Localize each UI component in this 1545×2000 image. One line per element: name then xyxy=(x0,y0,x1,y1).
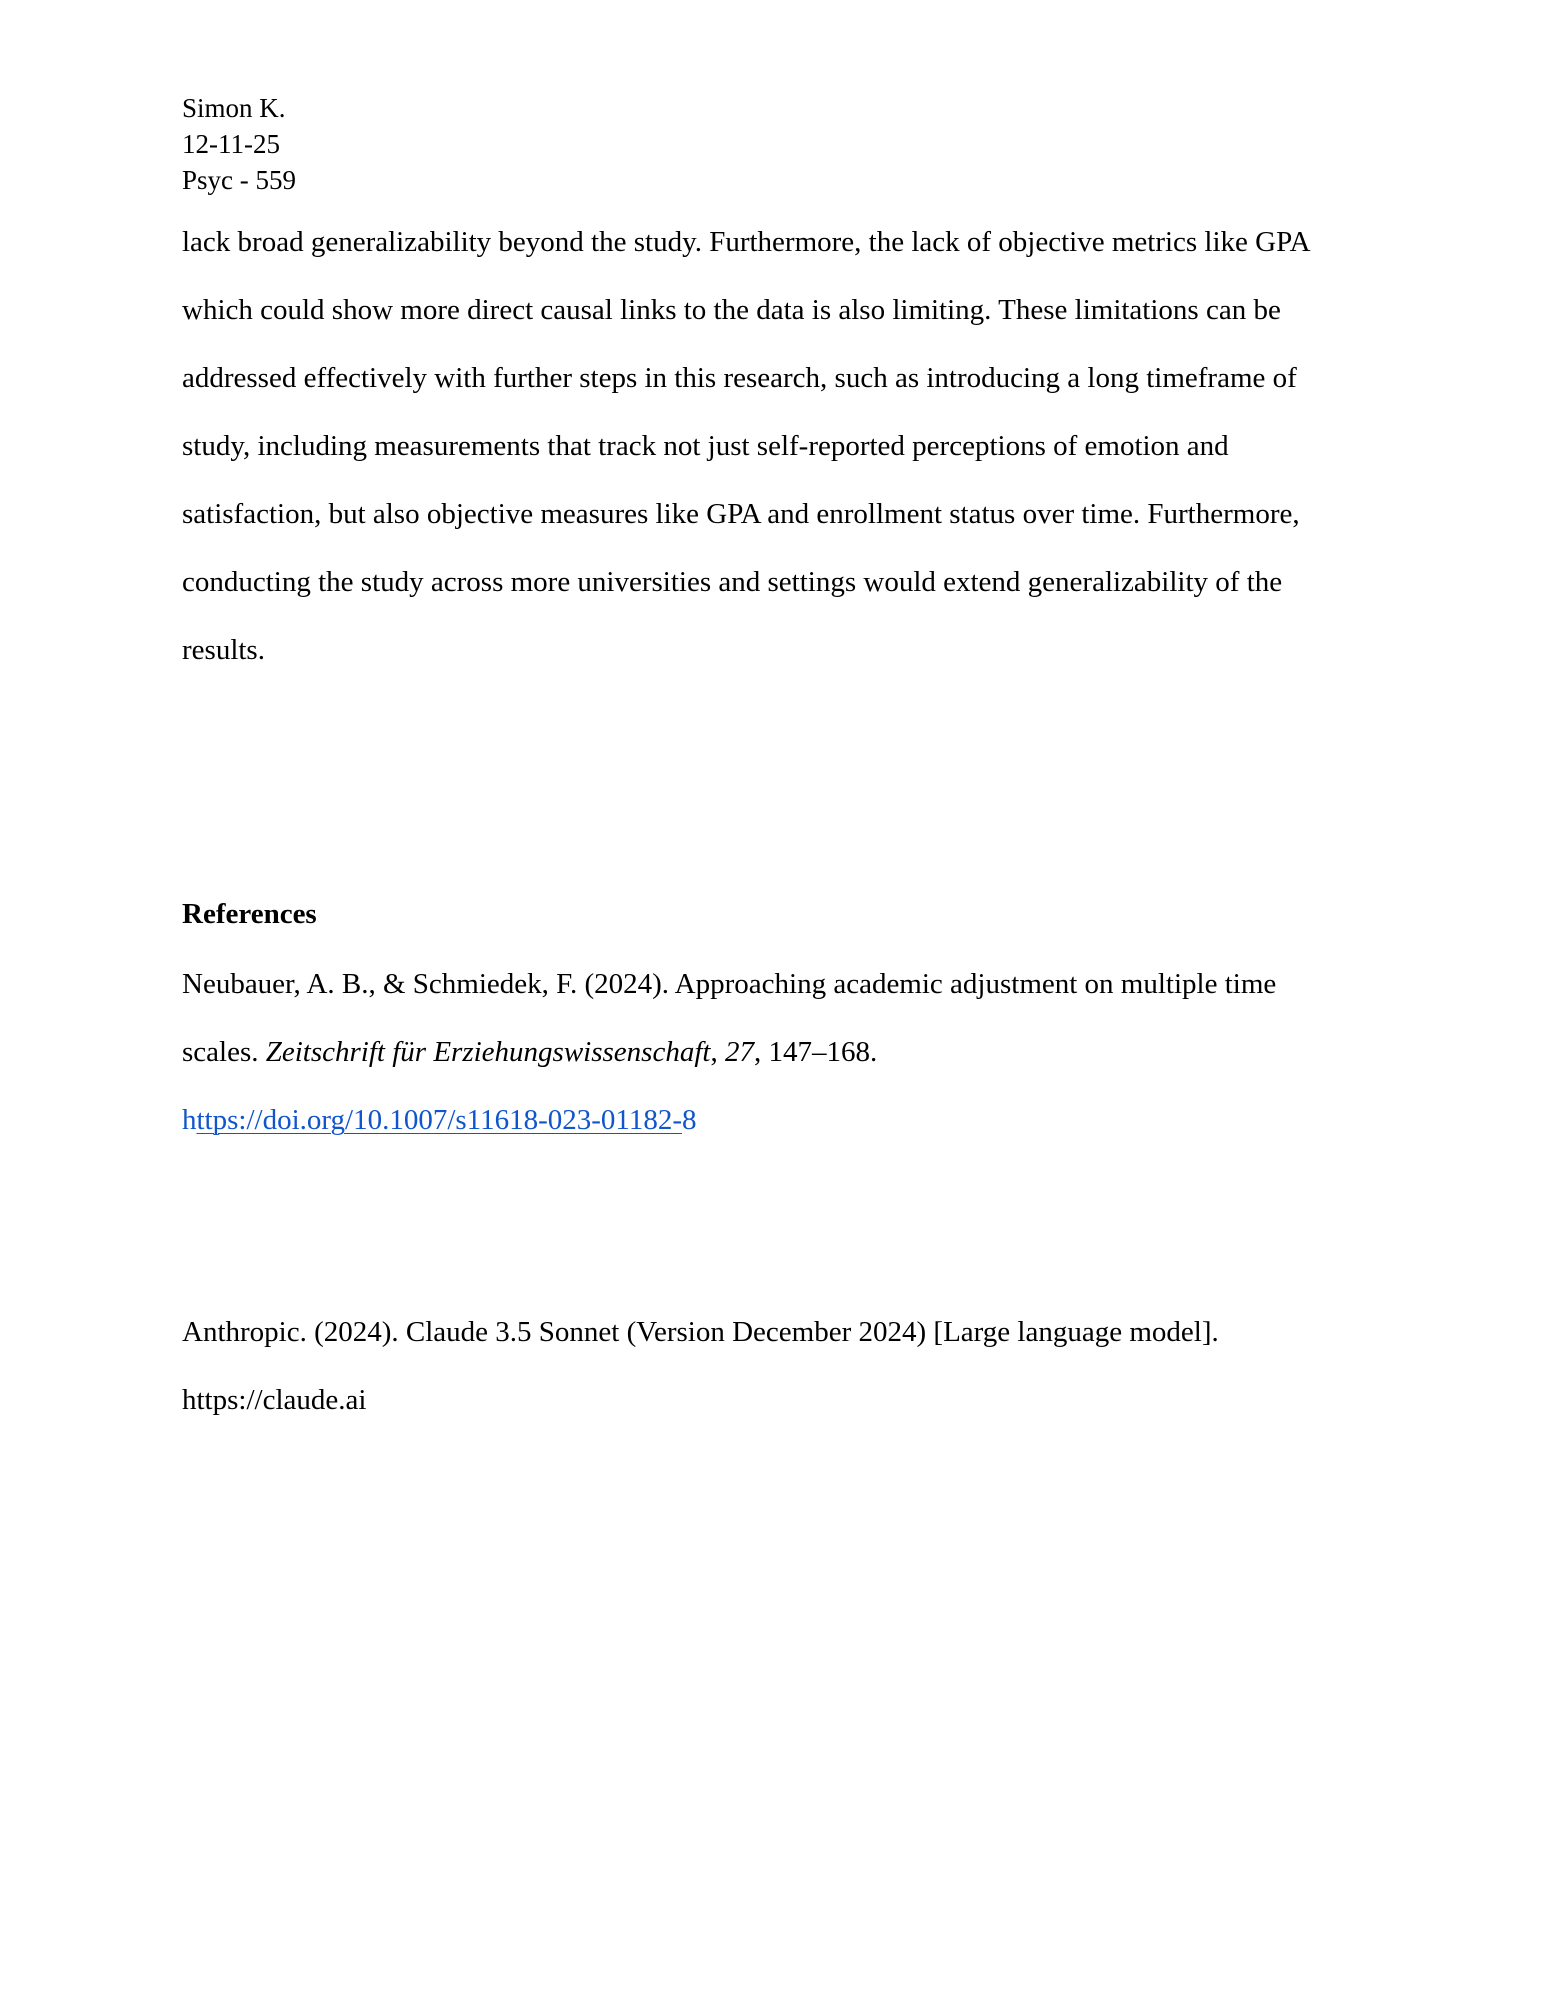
journal-volume: 27 xyxy=(724,1036,754,1068)
reference-line xyxy=(182,1018,1382,1086)
reference-line: Neubauer, A. B., & Schmiedek, F. (2024). Approaching academic adjustment on multiple time xyxy=(182,968,1277,1000)
reference-entry-neubauer xyxy=(182,950,1382,1154)
course-code: Psyc - 559 xyxy=(182,165,296,195)
reference-url: https://claude.ai xyxy=(182,1384,367,1416)
doi-link[interactable]: ttps://doi.org/10.1007/s11618-023-01182- xyxy=(196,1104,682,1136)
doi-link-end[interactable]: 8 xyxy=(681,1104,697,1136)
reference-line: Anthropic. (2024). Claude 3.5 Sonnet (Version December 2024) [Large language model]. xyxy=(182,1316,1219,1348)
reference-text: , xyxy=(710,1036,725,1068)
reference-text: scales. xyxy=(182,1036,266,1068)
document-date: 12-11-25 xyxy=(182,129,280,159)
body-paragraph xyxy=(182,208,1382,684)
body-line: conducting the study across more universities and settings would extend generalizability of the xyxy=(182,566,1283,598)
body-line: addressed effectively with further steps in this research, such as introducing a long timeframe of xyxy=(182,362,1297,394)
body-line: study, including measurements that track not just self-reported perceptions of emotion and xyxy=(182,430,1229,462)
author-name: Simon K. xyxy=(182,93,286,123)
body-line: lack broad generalizability beyond the study. Furthermore, the lack of objective metrics like GPA xyxy=(182,226,1311,258)
references-heading: References xyxy=(182,898,317,930)
reference-entry-anthropic xyxy=(182,1298,1382,1434)
reference-text: , 147–168. xyxy=(753,1036,878,1068)
body-line: results. xyxy=(182,634,265,666)
header-block xyxy=(182,90,296,198)
doi-link-start[interactable]: h xyxy=(182,1104,197,1136)
journal-title: Zeitschrift für Erziehungswissenschaft xyxy=(265,1036,711,1068)
body-line: satisfaction, but also objective measures like GPA and enrollment status over time. Furthermore, xyxy=(182,498,1300,530)
doi-line xyxy=(182,1086,1382,1154)
body-line: which could show more direct causal links to the data is also limiting. These limitations can be xyxy=(182,294,1281,326)
